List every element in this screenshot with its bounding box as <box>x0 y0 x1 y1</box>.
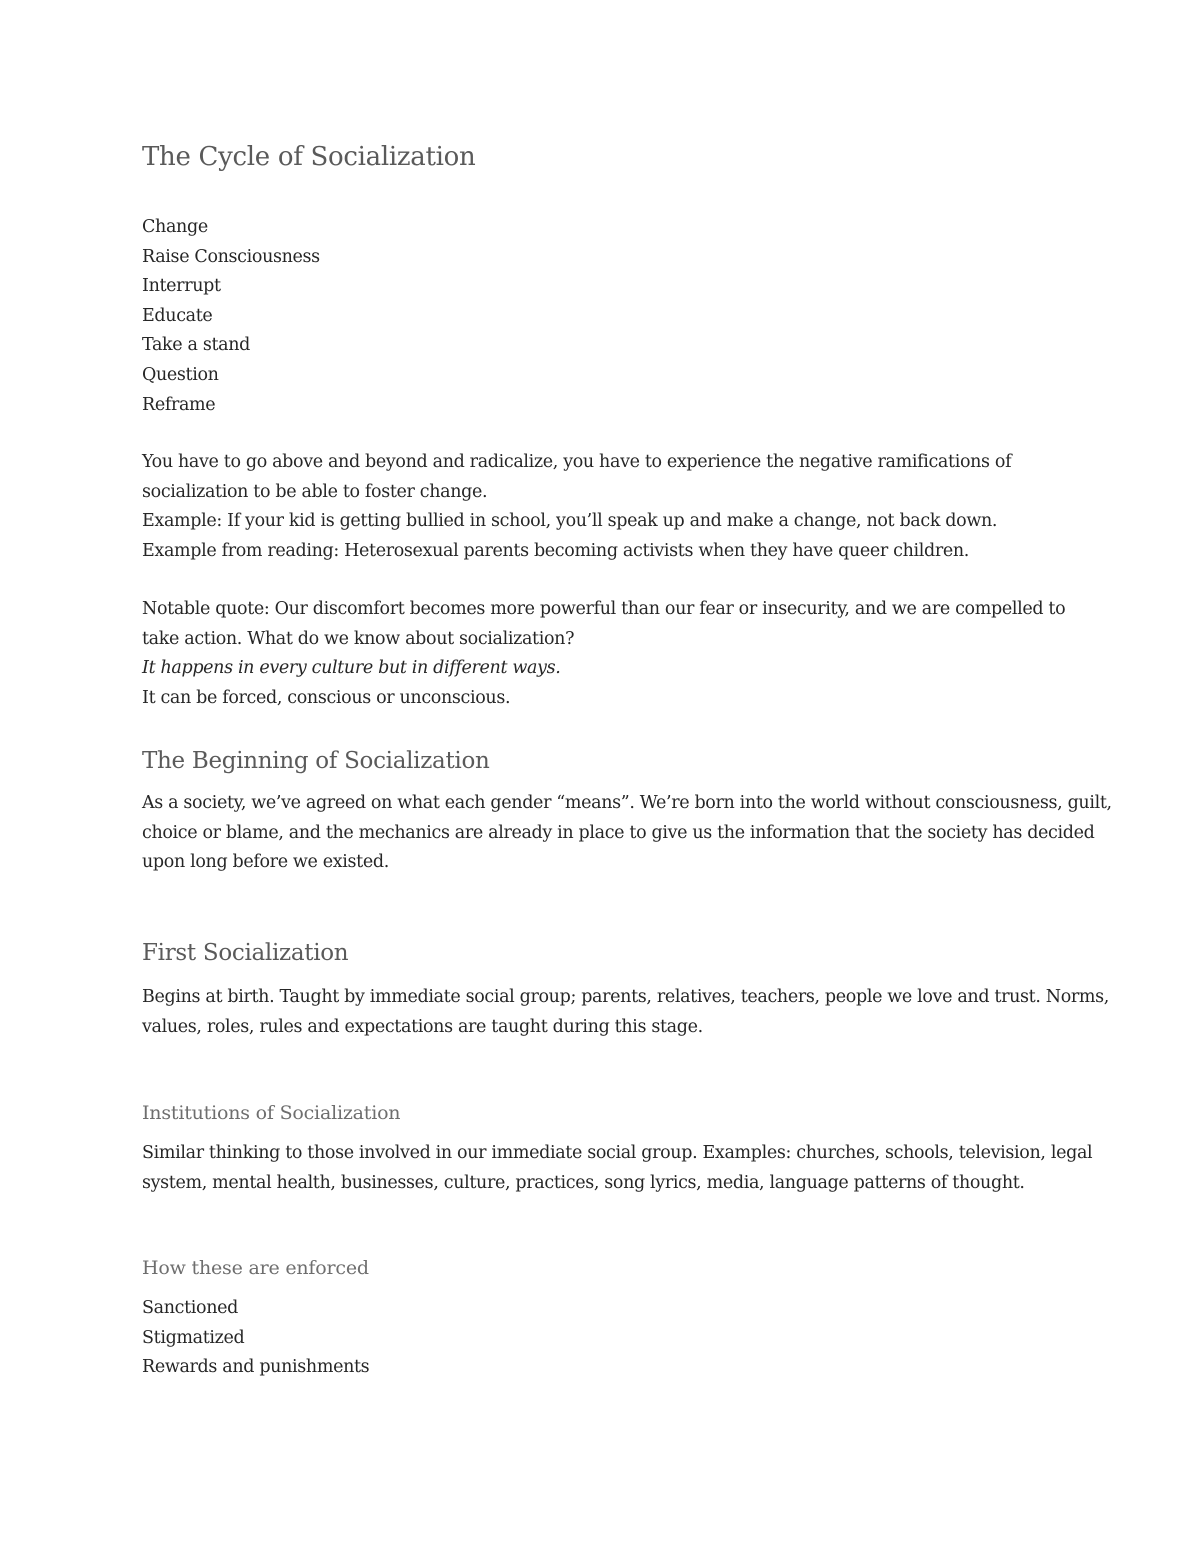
paragraph-line: It can be forced, conscious or unconscious. <box>142 687 511 708</box>
paragraph-line: values, roles, rules and expectations are taught during this stage. <box>142 1016 703 1037</box>
paragraph-line: system, mental health, businesses, culture, practices, song lyrics, media, language patterns of thought. <box>142 1172 1025 1193</box>
section-heading-beginning: The Beginning of Socialization <box>142 748 490 774</box>
list-item: Change <box>142 217 208 237</box>
list-item: Take a stand <box>142 335 250 356</box>
italic-line: It happens in every culture but in different ways. <box>142 658 561 679</box>
example-line: Example: If your kid is getting bullied in school, you’ll speak up and make a change, not back down. <box>142 511 998 532</box>
paragraph-line: You have to go above and beyond and radicalize, you have to experience the negative ramifications of <box>142 452 1012 472</box>
section-heading-institutions: Institutions of Socialization <box>142 1102 401 1124</box>
section-heading-first: First Socialization <box>142 940 349 966</box>
paragraph-line: take action. What do we know about socialization? <box>142 628 575 649</box>
paragraph-line: upon long before we existed. <box>142 852 389 873</box>
beginning-paragraph <box>142 789 1112 878</box>
list-item: Raise Consciousness <box>142 246 320 267</box>
paragraph-line: Begins at birth. Taught by immediate social group; parents, relatives, teachers, people we love and trust. Norms, <box>142 987 1110 1007</box>
list-item: Stigmatized <box>142 1327 245 1348</box>
quote-paragraph <box>142 595 1072 713</box>
example-line: Example from reading: Heterosexual parents becoming activists when they have queer children. <box>142 540 970 561</box>
paragraph-line: socialization to be able to foster change. <box>142 481 488 502</box>
list-item: Question <box>142 364 219 385</box>
paragraph-line: choice or blame, and the mechanics are already in place to give us the information that the society has decided <box>142 822 1095 843</box>
paragraph-line: Similar thinking to those involved in our immediate social group. Examples: churches, schools, television, legal <box>142 1143 1093 1163</box>
paragraph-line: Notable quote: Our discomfort becomes more powerful than our fear or insecurity, and we are compelled to <box>142 599 1066 619</box>
first-paragraph <box>142 983 1110 1042</box>
list-item: Reframe <box>142 394 216 415</box>
list-item: Rewards and punishments <box>142 1357 370 1378</box>
list-item: Sanctioned <box>142 1298 238 1318</box>
cycle-steps-list <box>142 213 1072 420</box>
intro-paragraph <box>142 448 1072 566</box>
paragraph-line: As a society, we’ve agreed on what each gender “means”. We’re born into the world without consciousness, guilt, <box>142 793 1112 813</box>
institutions-paragraph <box>142 1139 1093 1198</box>
list-item: Educate <box>142 305 213 326</box>
list-item: Interrupt <box>142 276 221 297</box>
document-title: The Cycle of Socialization <box>142 142 476 172</box>
enforced-list <box>142 1294 1072 1383</box>
section-heading-enforced: How these are enforced <box>142 1257 369 1279</box>
